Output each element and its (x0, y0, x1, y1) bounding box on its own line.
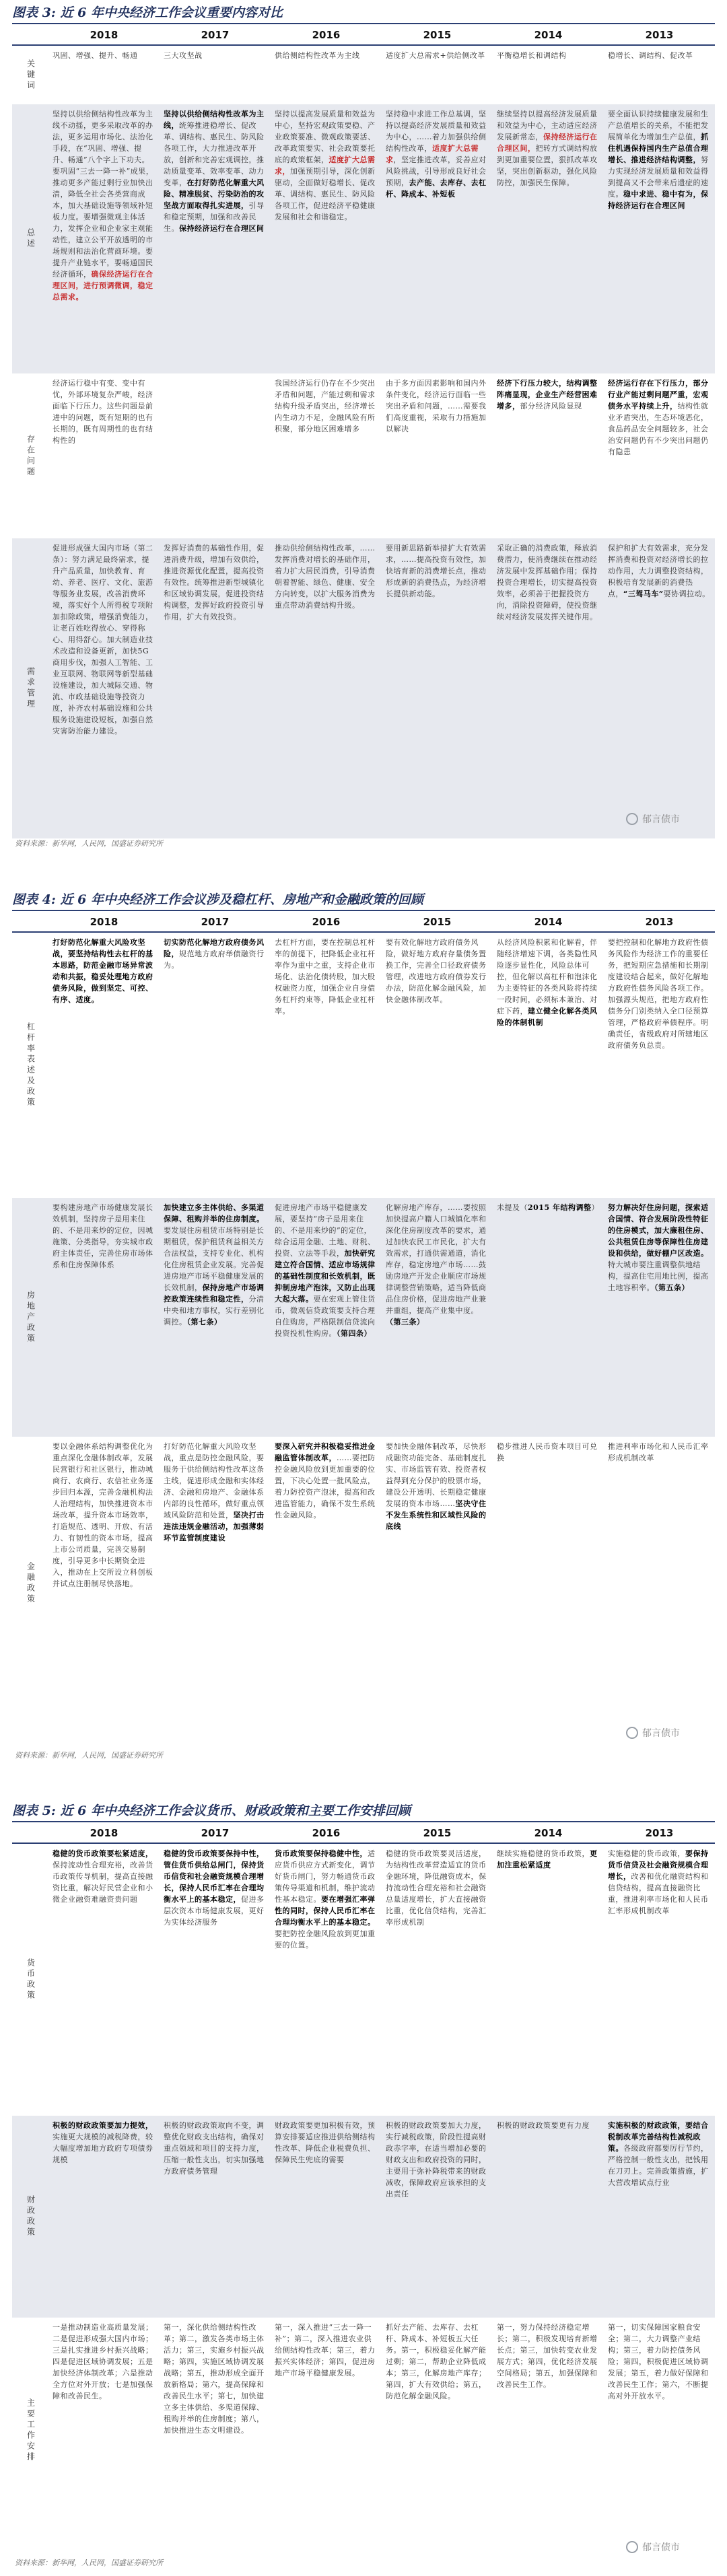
table-cell (382, 45, 493, 104)
cell-text: 要深入研究并积极稳妥推进金融监管体制改革， (275, 1442, 376, 1462)
cell-text: 第一，切实保障国家粮食安全；第二，大力调整产业结构；第三，着力防控债务风险；第四，积极促进区域协调发展；第五，着力做好保障和改善民生工作；第六，不断提高对外开放水平。 (608, 2323, 709, 2400)
table-row (12, 1437, 715, 1729)
cell-text: 经济下行压力较大， (497, 379, 567, 388)
table-cell (604, 538, 715, 838)
cell-text: 加快建立多主体供给、多渠道保障、租购并举的住房制度。 (164, 1203, 265, 1223)
table-row (12, 45, 715, 104)
cell-text: 保持经济运行在合理区间， (497, 133, 598, 153)
cell-text: （第四条） (337, 1329, 372, 1338)
table-cell (493, 45, 604, 104)
cell-text: 稳步推进人民币资本项目可兑换 (497, 1442, 598, 1462)
cell-text: 要以金融体系结构调整优化为重点深化金融体制改革，发展民营银行和社区银行，推动城商行、农商行、农信社业务逐步回归本源，完善金融机构法人治理结构，加快推进资本市场改革，提升资本市场效率，打造规范、透明、开放、有活力、有韧性的资本市场，提高上市公司质量，完善交易制度，引导更多中长期资金进入，推动在上交所设立科创板并试点注册制尽快落地。 (53, 1442, 153, 1588)
table-cell (160, 538, 271, 838)
table-cell (382, 1843, 493, 2116)
cell-text: 结构性就业矛盾突出，生态环境恶化，食品药品安全问题较多，社会治安问题仍有不少突出问题仍有隐患 (608, 402, 709, 456)
year-2013: 2013 (604, 1824, 715, 1843)
figure-5-source: 资料来源：新华网，人民网，国盛证券研究所 (15, 2559, 163, 2567)
year-2013: 2013 (604, 913, 715, 932)
table-cell (160, 373, 271, 538)
watermark-logo (626, 810, 707, 828)
cell-text: 统筹推进稳增长、促改革、调结构、惠民生、防风险各项工作，大力推进改革开放，创新和完善宏观调控，推动质量变革、效率变革、动力变革， (164, 121, 265, 187)
row-label: 财政政策 (12, 2116, 48, 2318)
cell-text: 改善和优化融资结构和信贷结构，提高直接融资比重，推进利率市场化和人民币汇率形成机制改革 (608, 1872, 709, 1915)
table-cell (493, 2318, 604, 2543)
table-cell (604, 2318, 715, 2543)
table-cell (604, 1843, 715, 2116)
table-cell (48, 538, 160, 838)
table-cell (382, 2116, 493, 2318)
cell-text: 特大城市要注重调整供地结构，提高住宅用地比例，提高土地容积率。 (608, 1260, 709, 1292)
table-cell (271, 45, 382, 104)
year-header-row (12, 1824, 715, 1843)
figure-4-source: 资料来源：新华网，人民网，国盛证券研究所 (15, 1751, 163, 1760)
cell-text: 由于多方面因素影响和国内外条件变化，经济运行面临一些突出矛盾和问题，……需要我们高度重视，采取有力措施加以解决 (386, 379, 487, 433)
table-cell (382, 2318, 493, 2543)
cell-text: 结构调整阵痛显现，企业生产经营困难增多， (497, 379, 598, 410)
cell-text: 三大攻坚战 (164, 51, 203, 60)
cell-text: 货币政策要保持稳健中性， (275, 1849, 368, 1858)
cell-text: 稳中求进、稳中有为，保持经济运行在合理区间 (608, 190, 709, 210)
cell-text: 把转方式调结构放到更加重要位置，狠抓改革攻坚，突出创新驱动，强化风险防控，加强民生保障。 (497, 144, 598, 187)
figure-4-table (12, 913, 715, 1729)
figure-4-title: 图表 4: 近 6 年中央经济工作会议涉及稳杠杆、房地产和金融政策的回顾 (12, 890, 715, 911)
cell-text: 保持经济运行在合理区间 (179, 224, 265, 233)
cell-text: 保持流动性合理充裕，改善货币政策传导机制，提高直接融资比重，解决好民营企业和小微企业融资难融资贵问题 (53, 1861, 153, 1904)
table-cell (48, 2318, 160, 2543)
figure-5-title: 图表 5: 近 6 年中央经济工作会议货币、财政政策和主要工作安排回顾 (12, 1801, 715, 1822)
cell-text: 平衡稳增长和调结构 (497, 51, 567, 60)
table-cell (48, 104, 160, 373)
cell-text: 促进形成强大国内市场（第二条）：努力满足最终需求，提升产品质量，加快教育、育幼、养老、医疗、文化、旅游等服务业发展，改善消费环境，落实好个人所得税专项附加扣除政策，增强消费能力，让老百姓吃得放心、穿得称心、用得舒心。加大制造业技术改造和设备更新，加快5G商用步伐，加强人工智能、工业互联网、物联网等新型基础设施建设，加大城际交通、物流、市政基础设施等投资力度，补齐农村基础设施和公共服务设施建设短板，加强自然灾害防治能力建设。 (53, 544, 153, 736)
cell-text: 要在增强汇率弹性的同时，保持人民币汇率在合理均衡水平上的基本稳定。 (275, 1895, 376, 1927)
cell-text: 更加注重松紧适度 (497, 1849, 598, 1869)
year-2018: 2018 (48, 26, 160, 45)
table-cell (604, 932, 715, 1198)
cell-text: （第五条） (654, 1283, 689, 1292)
watermark-logo (626, 1724, 707, 1742)
cell-text: （第三条） (386, 1318, 425, 1326)
cell-text: 适度扩大总需求 (386, 144, 479, 164)
table-cell (271, 538, 382, 838)
table-cell (48, 2116, 160, 2318)
watermark-logo (626, 2538, 707, 2556)
cell-text: 坚决守住不发生系统性和区域性风险的底线 (386, 1499, 487, 1531)
cell-text: 努力实现经济发展质量和效益得到提高又不会带来后遗症的速度。 (608, 155, 709, 199)
watermark-icon (626, 2541, 638, 2553)
figure-5-table (12, 1824, 715, 2543)
cell-text: 建立健全化解各类风险的体制机制 (497, 1007, 598, 1027)
cell-text: “三驾马车” (623, 589, 664, 598)
cell-text: 第一，深化供给侧结构性改革；第二，激发各类市场主体活力；第三，实施乡村振兴战略；第四，实施区域协调发展战略；第五，推动形成全面开放新格局；第六，提高保障和改善民生水平；第七，加快建立多主体供给、多渠道保障、租购并举的住房制度；第八，加快推进生态文明建设。 (164, 2323, 265, 2435)
watermark-text: 郁言债市 (642, 1728, 680, 1739)
cell-text: 实施更大规模的减税降费，较大幅度增加地方政府专项债券规模 (53, 2133, 153, 2164)
table-row (12, 1843, 715, 2116)
year-2014: 2014 (493, 26, 604, 45)
table-cell (271, 1437, 382, 1729)
cell-text: 部分经济风险显现 (520, 402, 582, 410)
year-2018: 2018 (48, 1824, 160, 1843)
cell-text: 经济运行存在下行压力， (608, 379, 693, 388)
table-cell (160, 1843, 271, 2116)
table-cell (48, 1843, 160, 2116)
table-cell (493, 932, 604, 1198)
figure-3-source: 资料来源：新华网，人民网，国盛证券研究所 (15, 839, 163, 848)
cell-text: 从经济风险积累和化解看，伴随经济增速下调，各类隐性风险逐步显性化，风险总体可控，但化解以高杠杆和泡沫化为主要特征的各类风险将持续一段时间，必须标本兼治、对症下药， (497, 938, 598, 1015)
row-label: 金融政策 (26, 1561, 36, 1605)
cell-text: ……要把防控金融风险放到更加重要的位置，下决心处置一批风险点，着力防控资产泡沫，提高和改进监管能力，确保不发生系统性金融风险。 (275, 1454, 376, 1519)
table-row (12, 538, 715, 838)
cell-text: 采取正确的消费政策，释放消费潜力，使消费继续在推动经济发展中发挥基础作用；保持投资合理增长，切实提高投资效率，必须善于把握投资方向，消除投资障碍，使投资继续对经济发展发挥关键作用。 (497, 544, 598, 621)
cell-text: 继续实施稳健的货币政策， (497, 1849, 590, 1858)
table-cell (493, 1437, 604, 1729)
table-cell (493, 1198, 604, 1437)
cell-text: ，坚定推进改革，妥善应对风险挑战，引导形成良好社会预期， (386, 155, 487, 187)
cell-text: 确保经济运行在合理区间，进行预调微调，稳定总需求。 (53, 270, 153, 301)
watermark-text: 郁言债市 (642, 2542, 680, 2553)
corner-cell (12, 913, 48, 932)
cell-text: 经济运行稳中有变、变中有忧，外部环境复杂严峻，经济面临下行压力。这些问题是前进中的问题，既有短期的也有长期的，既有周期性的也有结构性的 (53, 379, 153, 445)
table-cell (160, 2116, 271, 2318)
cell-text: 打好防范化解重大风险攻坚战，重点是防控金融风险，要服务于供给侧结构性改革这条主线，促进形成金融和实体经济、金融和房地产、金融体系内部的良性循环，做好重点领域风险防范和处置， (164, 1442, 265, 1519)
cell-text: 要协调拉动。 (663, 589, 710, 598)
row-label: 关键词 (26, 59, 36, 92)
table-row (12, 932, 715, 1198)
cell-text: 要把控制和化解地方政府性债务风险作为经济工作的重要任务，把短期应急措施和长期制度建设结合起来，做好化解地方政府性债务风险各项工作。加强源头规范，把地方政府性债务分门别类纳入全口径预算管理，严格政府举债程序。明确责任，省级政府对所辖地区政府债务负总责。 (608, 938, 709, 1050)
table-row (12, 373, 715, 538)
cell-text: 未提及（ (497, 1203, 528, 1212)
cell-text: 坚持稳中求进工作总基调，坚持以提高经济发展质量和效益为中心，……着力加强供给侧结构性改革， (386, 110, 487, 153)
table-cell (160, 1198, 271, 1437)
table-cell (493, 373, 604, 538)
cell-text: 要增强微观主体活力，发挥企业和企业家主观能动性，建立公平开放透明的市场规则和法治化营商环境。要提升产业链水平，要畅通国民经济循环， (53, 213, 153, 279)
cell-text: 打好防范化解重大风险攻坚战，要坚持结构性去杠杆的基本思路，防范金融市场异常波动和共振，稳妥处理地方政府债务风险，做到坚定、可控、有序、适度。 (53, 938, 153, 1004)
cell-text: 要把防控金融风险放到更加重要的位置。 (275, 1929, 376, 1949)
cell-text: 规范地方政府举债融资行为。 (164, 950, 265, 970)
cell-text: 切实防范化解地方政府债务风险， (164, 938, 265, 958)
table-cell (160, 932, 271, 1198)
cell-text: 各级政府都要厉行节约，严格控制一般性支出，把钱用在刀刃上。完善政策措施，扩大营改增试点行业 (608, 2144, 709, 2187)
table-cell (271, 2116, 382, 2318)
cell-text: 供给侧结构性改革为主线 (275, 51, 360, 60)
cell-text: 稳健的货币政策要灵活适度，为结构性改革营造适宜的货币金融环境，降低融资成本，保持流动性合理充裕和社会融资总量适度增长，扩大直接融资比重，优化信贷结构，完善汇率形成机制 (386, 1849, 487, 1927)
cell-text: 坚持以供给侧结构性改革为主线不动摇，更多采取改革的办法，更多运用市场化、法治化手段，在“巩固、增强、提升、畅通”八个字上下功夫。要巩固“三去一降一补”成果，推动更多产能过剩行业加快出清，降低全社会各类营商成本，加大基础设施等领域补短板力度。 (53, 110, 154, 221)
cell-text: 一是推动制造业高质量发展；二是促进形成强大国内市场；三是扎实推进乡村振兴战略；四是促进区域协调发展；五是加快经济体制改革；六是推动全方位对外开放；七是加强保障和改善民生。 (53, 2323, 153, 2400)
table-cell (382, 1198, 493, 1437)
table-cell (382, 1437, 493, 1729)
year-2017: 2017 (160, 1824, 271, 1843)
cell-text: 适度扩大总需求， (275, 155, 376, 176)
year-2015: 2015 (382, 1824, 493, 1843)
cell-text: 稳健的货币政策要松紧适度， (53, 1849, 153, 1858)
cell-text: 加快研究建立符合国情、适应市场规律的基础性制度和长效机制，既抑制房地产泡沫，又防止出现大起大落。 (275, 1249, 376, 1303)
year-2013: 2013 (604, 26, 715, 45)
cell-text: ） (591, 1203, 599, 1212)
row-label: 杠杆率表述及政策 (26, 1022, 36, 1108)
cell-text: 保护和扩大有效需求，充分发挥消费和投资对经济增长的拉动作用，大力调整投资结构，积极培育发展新的消费热点， (608, 544, 709, 598)
cell-text: 要构建房地产市场健康发展长效机制，坚持房子是用来住的、不是用来炒的定位，因城施策、分类指导，夯实城市政府主体责任，完善住房市场体系和住房保障体系 (53, 1203, 153, 1269)
cell-text: 发挥好消费的基础性作用，促进消费升级，增加有效供给，推进资源优化配置，提高投资有效性。统筹推进新型城镇化和区域协调发展，促进投资结构调整，发挥好政府投资引导作用，扩大有效投资。 (164, 544, 265, 621)
year-header-row (12, 26, 715, 45)
corner-cell (12, 1824, 48, 1843)
table-cell (160, 45, 271, 104)
table-cell (604, 373, 715, 538)
cell-text: 要加快金融体制改革，尽快形成融资功能完备、基础制度扎实、市场监管有效、投资者权益得到充分保护的股票市场，建设公开透明、长期稳定健康发展的资本市场…… (386, 1442, 487, 1508)
cell-text: 去杠杆方面，要在控制总杠杆率的前提下，把降低企业杠杆率作为重中之重，支持企业市场化、法治化债转股，加大股权融资力度，加强企业自身债务杠杆约束等，降低企业杠杆率。 (275, 938, 376, 1015)
cell-text: 巩固、增强、提升、畅通 (53, 51, 138, 60)
row-label: 主要工作安排 (26, 2398, 36, 2463)
table-row (12, 104, 715, 373)
row-label: 需求管理 (12, 538, 48, 838)
cell-text: 促进房地产市场平稳健康发展，要坚持“房子是用来住的、不是用来炒的”的定位，综合运用金融、土地、财税、投资、立法等手段， (275, 1203, 376, 1258)
cell-text: 化解房地产库存，……要按照加快提高户籍人口城镇化率和深化住房制度改革的要求，通过加快农民工市民化，扩大有效需求，打通供需通道，消化库存，稳定房地产市场……鼓励房地产开发企业顺应市场规律调整营销策略，适当降低商品住房价格，促进房地产业兼并重组，提高产业集中度。 (386, 1203, 487, 1315)
table-cell (271, 1843, 382, 2116)
table-row (12, 2116, 715, 2318)
cell-text: 抓好去产能、去库存、去杠杆、降成本、补短板五大任务。第一，积极稳妥化解产能过剩；第二，帮助企业降低成本；第三，化解房地产库存；第四，扩大有效供给；第五，防范化解金融风险。 (386, 2323, 487, 2400)
cell-text: 稳健的货币政策要保持中性，管住货币供给总闸门，保持货币信贷和社会融资规模合理增长，保持人民币汇率在合理均衡水平上的基本稳定， (164, 1849, 265, 1904)
cell-text: 坚决打击违法违规金融活动，加强薄弱环节监管制度建设 (164, 1511, 265, 1542)
table-cell (493, 104, 604, 373)
cell-text: 分清中央和地方事权，实行差别化调控。 (164, 1295, 265, 1326)
table-cell (604, 1198, 715, 1437)
table-cell (382, 104, 493, 373)
table-cell (493, 1843, 604, 2116)
table-cell (48, 373, 160, 538)
table-cell (604, 1437, 715, 1729)
cell-text: 保持房地产市场调控政策连续性和稳定性， (164, 1283, 265, 1303)
cell-text: 第一，深入推进“三去一降一补”；第二，深入推进农业供给侧结构性改革；第三，着力振兴实体经济；第四，促进房地产市场平稳健康发展。 (275, 2323, 376, 2377)
cell-text: 努力解决好住房问题，探索适合国情、符合发展阶段性特征的住房模式，加大廉租住房、公共租赁住房等保障性住房建设和供给，做好棚户区改造。 (608, 1203, 709, 1258)
row-label: 房地产政策 (12, 1198, 48, 1437)
cell-text: 继续坚持以提高经济发展质量和效益为中心，主动适应经济发展新常态， (497, 110, 598, 141)
table-cell (493, 538, 604, 838)
table-cell (271, 104, 382, 373)
year-2016: 2016 (271, 26, 382, 45)
figure-3-title: 图表 3: 近 6 年中央经济工作会议重要内容对比 (12, 3, 715, 24)
table-cell (604, 45, 715, 104)
table-cell (382, 373, 493, 538)
cell-text: 坚持以供给侧结构性改革为主线， (164, 110, 265, 130)
cell-text: 去产能、去库存、去杠杆、降成本、补短板 (386, 178, 487, 199)
cell-text: 积极的财政政策要加力提效， (53, 2121, 153, 2130)
table-cell (604, 2116, 715, 2318)
year-2017: 2017 (160, 913, 271, 932)
watermark-icon (626, 813, 638, 825)
watermark-icon (626, 1727, 638, 1739)
cell-text: 推动供给侧结构性改革，……发挥消费对增长的基础作用，着力扩大居民消费，引导消费朝着智能、绿色、健康、安全方向转变，以扩大服务消费为重点带动消费结构升级。 (275, 544, 376, 610)
table-cell (493, 2116, 604, 2318)
row-label: 存在问题 (26, 434, 36, 478)
corner-cell (12, 26, 48, 45)
table-cell (271, 1198, 382, 1437)
cell-text: 加强预期引导，深化创新驱动，全面做好稳增长、促改革、调结构、惠民生、防风险各项工作，促进经济平稳健康发展和社会和谐稳定。 (275, 167, 376, 221)
cell-text: 引导和稳定预期，加强和改善民生。 (164, 201, 265, 233)
cell-text: 适度扩大总需求+供给侧改革 (386, 51, 485, 60)
cell-text: 财政政策要更加积极有效，预算安排要适应推进供给侧结构性改革、降低企业税费负担、保障民生兜底的需要 (275, 2121, 376, 2164)
cell-text: 实施稳健的货币政策， (608, 1849, 685, 1858)
year-2014: 2014 (493, 913, 604, 932)
cell-text: 积极的财政政策取向不变，调整优化财政支出结构，确保对重点领域和项目的支持力度，压缩一般性支出，切实加强地方政府债务管理 (164, 2121, 265, 2176)
year-2015: 2015 (382, 26, 493, 45)
cell-text: 促进多层次资本市场健康发展，更好为实体经济服务 (164, 1895, 265, 1927)
table-cell (271, 932, 382, 1198)
cell-text: 第一，努力保持经济稳定增长；第二，积极发现培育新增长点；第三，加快转变农业发展方式；第四，优化经济发展空间格局；第五，加强保障和改善民生工作。 (497, 2323, 598, 2389)
table-row (12, 1198, 715, 1437)
cell-text: 积极的财政政策要加大力度，实行减税政策，阶段性提高财政赤字率，在适当增加必要的财政支出和政府投资的同时，主要用于弥补降税带来的财政减收，保障政府应该承担的支出责任 (386, 2121, 487, 2198)
cell-text: 实施积极的财政政策，要结合税制改革完善结构性减税政策。 (608, 2121, 709, 2153)
table-cell (48, 45, 160, 104)
cell-text: 推进利率市场化和人民币汇率形成机制改革 (608, 1442, 709, 1462)
table-cell (382, 932, 493, 1198)
watermark-text: 郁言债市 (642, 814, 680, 825)
year-2017: 2017 (160, 26, 271, 45)
table-row (12, 2318, 715, 2543)
row-label: 总述 (12, 104, 48, 373)
cell-text: 要用新思路新举措扩大有效需求，……提高投资有效性，加快培育新的消费增长点，推动形成新的消费热点，为经济增长提供新动能。 (386, 544, 487, 598)
table-cell (271, 2318, 382, 2543)
cell-text: （第七条） (186, 1318, 222, 1326)
cell-text: 坚持以提高发展质量和效益为中心，坚持宏观政策要稳、产业政策要准、微观政策要活、改革政策要实、社会政策要托底的政策框架， (275, 110, 376, 164)
cell-text: 要在宏观上管住货币，微观信贷政策要支持合理自住购房，严格限制信贷流向投资投机性购房。 (275, 1295, 376, 1338)
table-cell (271, 373, 382, 538)
table-cell (48, 932, 160, 1198)
table-cell (48, 1198, 160, 1437)
table-cell (604, 104, 715, 373)
cell-text: 稳增长、调结构、促改革 (608, 51, 693, 60)
cell-text: 2015 年结构调整 (528, 1203, 592, 1212)
table-cell (382, 538, 493, 838)
year-2018: 2018 (48, 913, 160, 932)
row-label: 货币政策 (26, 1958, 36, 2001)
year-2014: 2014 (493, 1824, 604, 1843)
year-2016: 2016 (271, 913, 382, 932)
cell-text: 要有效化解地方政府债务风险，做好地方政府存量债务置换工作，完善全口径政府债务管理，改进地方政府债券发行办法，防范化解金融风险，加快金融体制改革。 (386, 938, 487, 1004)
cell-text: 适应货币供应方式新变化，调节好货币闸门，努力畅通货币政策传导渠道和机制，维护流动性基本稳定。 (275, 1849, 376, 1904)
year-2016: 2016 (271, 1824, 382, 1843)
table-cell (160, 2318, 271, 2543)
year-header-row (12, 913, 715, 932)
cell-text: 在打好防范化解重大风险、精准脱贫、污染防治的攻坚战方面取得扎实进展， (164, 178, 265, 210)
cell-text: 抓住机遇保持国内生产总值合理增长、推进经济结构调整， (608, 133, 709, 164)
table-cell (160, 104, 271, 373)
cell-text: 积极的财政政策要更有力度 (497, 2121, 590, 2130)
cell-text: 要保持货币信贷及社会融资规模合理增长， (608, 1849, 709, 1881)
cell-text: 我国经济运行仍存在不少突出矛盾和问题，产能过剩和需求结构升级矛盾突出，经济增长内生动力不足，金融风险有所积聚，部分地区困难增多 (275, 379, 376, 433)
cell-text: 要全面认识持续健康发展和生产总值增长的关系，不能把发展简单化为增加生产总值， (608, 110, 709, 141)
cell-text: 部分行业产能过剩问题严重，宏观债务水平持续上升， (608, 379, 709, 410)
cell-text: 要发展住房租赁市场特别是长期租赁，保护租赁利益相关方合法权益，支持专业化、机构化住房租赁企业发展。完善促进房地产市场平稳健康发展的长效机制， (164, 1226, 265, 1292)
year-2015: 2015 (382, 913, 493, 932)
figure-3-table (12, 26, 715, 838)
table-cell (48, 1437, 160, 1729)
table-cell (160, 1437, 271, 1729)
